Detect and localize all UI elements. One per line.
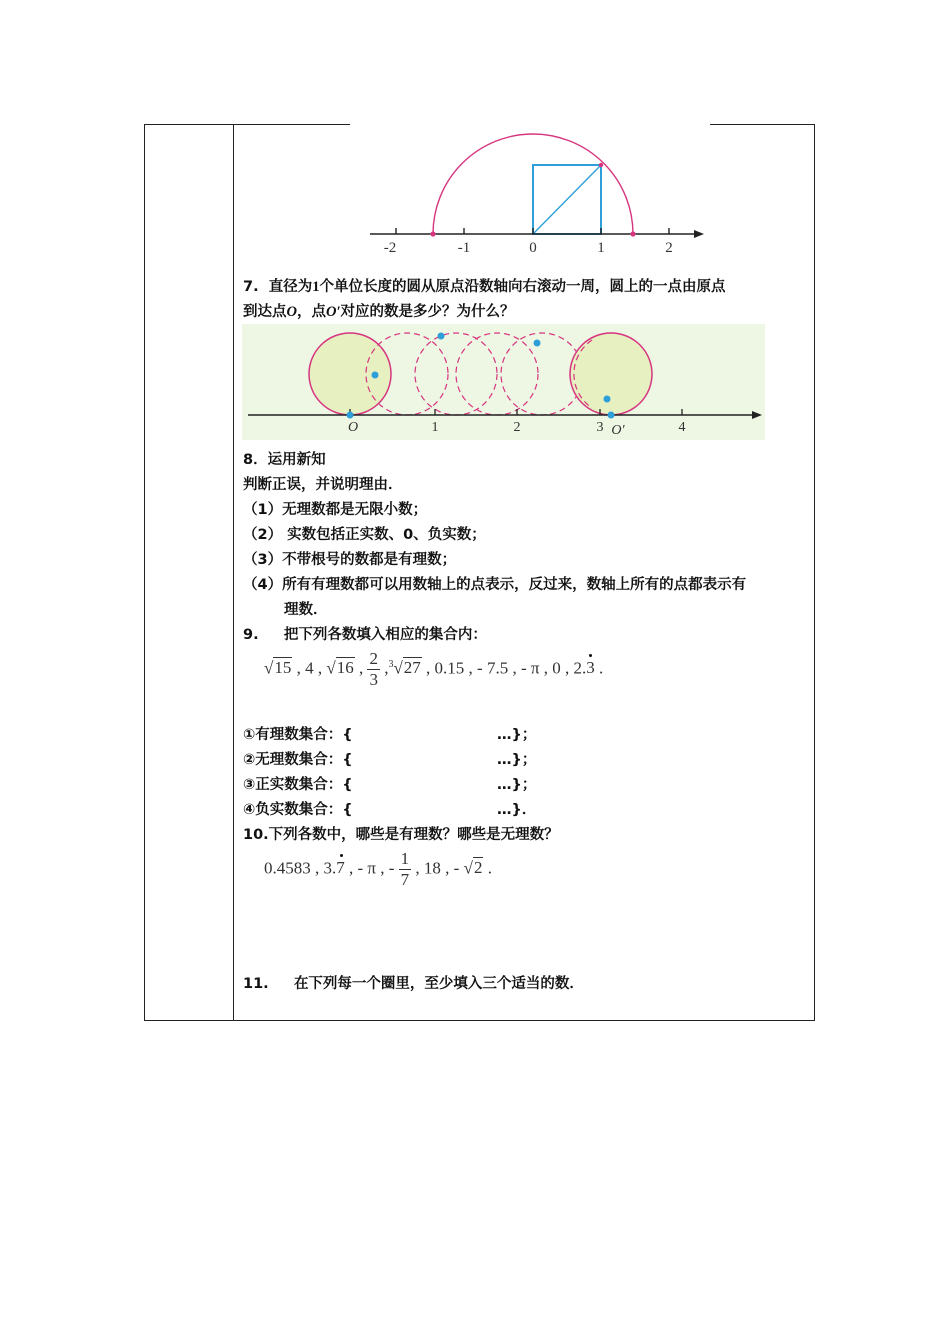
tick-label: 1: [597, 240, 605, 256]
rolling-circle-figure: [242, 324, 765, 440]
q8-item-4-cont: 理数．: [284, 602, 328, 618]
blue-point: [608, 412, 615, 419]
start-circle: [309, 333, 391, 415]
end-circle: [570, 333, 652, 415]
q8-item-2: （2） 实数包括正实数、0、负实数；: [243, 527, 486, 543]
q7-line1: 7. 直径为1个单位长度的圆从原点沿数轴向右滚动一周，圆上的一点由原点: [243, 279, 726, 295]
table-column-divider: [233, 124, 234, 1021]
rolling-tick-label: O: [347, 420, 359, 435]
blue-point: [347, 412, 354, 419]
q9-number-list: √15 , 4 , √16 , $\frac{2}{3}$ ,$^3$√27 , 0.15 , - 7.5 , - π , 0 , 2.3 .: [264, 649, 604, 689]
q9-set-positive: ③正实数集合：{ …}；: [243, 777, 537, 793]
q8-item-3: （3）不带根号的数都是有理数；: [243, 552, 457, 568]
rolling-tick-label: 4: [678, 420, 686, 435]
square-diagonal: [533, 165, 601, 234]
q8-item-4: （4）所有有理数都可以用数轴上的点表示，反过来，数轴上所有的点都表示有: [243, 577, 747, 593]
number-line-semicircle-figure: [360, 128, 710, 258]
corner-dot: [599, 163, 603, 167]
q9-set-rational: ①有理数集合：{ …}；: [243, 727, 537, 743]
q10-heading: 10.下列各数中，哪些是有理数？哪些是无理数？: [243, 827, 559, 843]
q9-set-negative: ④负实数集合：{ …}．: [243, 802, 537, 818]
blue-point: [438, 333, 445, 340]
blue-point: [372, 372, 379, 379]
q7-line2: 到达点O，点O′对应的数是多少？为什么？: [243, 304, 515, 320]
q9-heading: 9. 把下列各数填入相应的集合内：: [243, 627, 487, 643]
tick-label: -2: [383, 240, 397, 256]
tick-label: 0: [529, 240, 537, 256]
top-border-gap: [350, 123, 710, 126]
q8-title: 8．运用新知: [243, 452, 326, 468]
tick-label: 2: [665, 240, 673, 256]
q11-heading: 11. 在下列每一个圈里，至少填入三个适当的数．: [243, 976, 584, 992]
q8-item-1: （1）无理数都是无限小数；: [243, 502, 428, 518]
left-endpoint-dot: [430, 231, 435, 236]
blue-point: [534, 340, 541, 347]
rolling-tick-label: 1: [431, 420, 439, 435]
rolling-tick-label: 2: [513, 420, 521, 435]
right-endpoint-dot: [630, 231, 635, 236]
q8-intro: 判断正误，并说明理由．: [243, 477, 403, 493]
q10-number-list: 0.4583 , 3.7 , - π , - $\frac{1}{7}$ , 18 , - √2 .: [264, 849, 492, 889]
tick-label: -1: [457, 240, 471, 256]
rolling-tick-label: O′: [611, 423, 625, 438]
axis-arrow: [694, 230, 704, 238]
rolling-tick-label: 3: [596, 420, 604, 435]
blue-point: [604, 396, 611, 403]
q9-set-irrational: ②无理数集合：{ …}；: [243, 752, 537, 768]
